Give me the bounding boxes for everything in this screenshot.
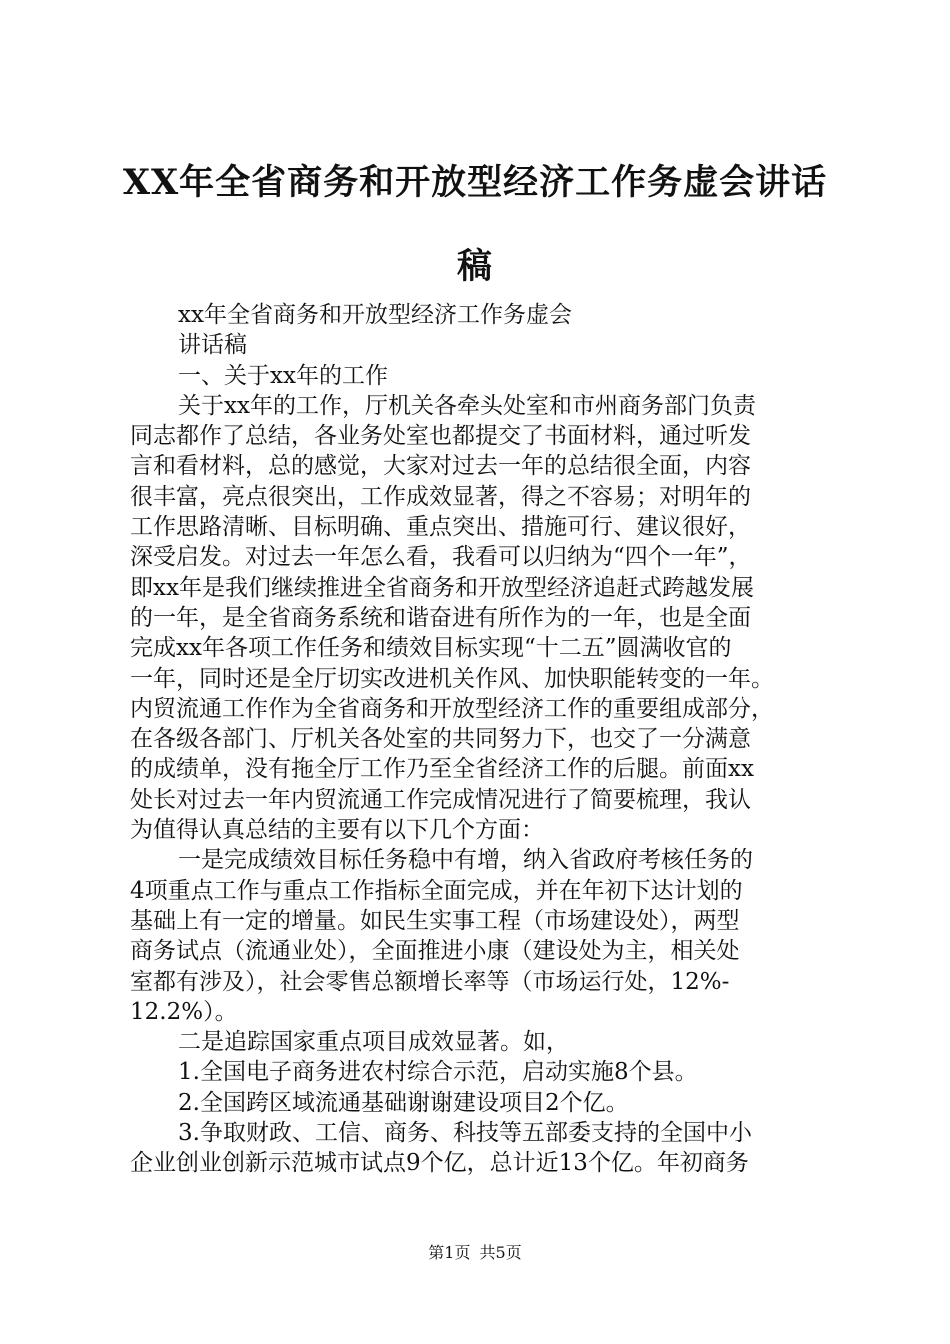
body-line: 在各级各部门、厅机关各处室的共同努力下，也交了一分满意 (130, 726, 751, 753)
body-line: 言和看材料，总的感觉，大家对过去一年的总结很全面，内容 (130, 453, 751, 480)
body-line: 二是追踪国家重点项目成效显著。如， (178, 1029, 569, 1056)
body-line: 室都有涉及），社会零售总额增长率等（市场运行处，12%- (130, 968, 730, 995)
list-item: 1.全国电子商务进农村综合示范，启动实施8个县。 (178, 1059, 698, 1086)
page-footer (0, 1243, 950, 1263)
body-line: 很丰富，亮点很突出，工作成效显著，得之不容易；对明年的 (130, 483, 751, 510)
body-line: 基础上有一定的增量。如民生实事工程（市场建设处），两型 (130, 907, 740, 934)
document-title-line-1: XX年全省商务和开放型经济工作务虚会讲话 (122, 162, 828, 203)
list-item: 2.全国跨区域流通基础谢谢建设项目2个亿。 (178, 1089, 629, 1116)
body-line: 的一年，是全省商务系统和谐奋进有所作为的一年，也是全面 (130, 604, 751, 631)
body-line: 的成绩单，没有拖全厅工作乃至全省经济工作的后腿。前面xx (130, 756, 754, 783)
page-number: 第1页 (428, 1243, 471, 1262)
body-line: 4项重点工作与重点工作指标全面完成，并在年初下达计划的 (130, 877, 743, 904)
body-line: 一是完成绩效目标任务稳中有增，纳入省政府考核任务的 (178, 847, 753, 874)
document-title-line-2: 稿 (456, 246, 493, 287)
body-line: 内贸流通工作作为全省商务和开放型经济工作的重要组成部分， (130, 695, 774, 722)
body-line: 12.2%）。 (130, 998, 238, 1025)
body-line: 完成xx年各项工作任务和绩效目标实现“十二五”圆满收官的 (130, 635, 732, 662)
document-body (130, 300, 840, 1179)
body-line: 一年，同时还是全厅切实改进机关作风、加快职能转变的一年。 (130, 665, 774, 692)
body-line: 处长对过去一年内贸流通工作完成情况进行了简要梳理，我认 (130, 786, 751, 813)
body-line: 为值得认真总结的主要有以下几个方面： (130, 817, 544, 844)
section-heading: 一、关于xx年的工作 (178, 362, 388, 389)
body-line: 讲话稿 (178, 332, 247, 359)
body-line: 同志都作了总结，各业务处室也都提交了书面材料，通过听发 (130, 423, 751, 450)
body-line: 商务试点（流通业处），全面推进小康（建设处为主，相关处 (130, 938, 740, 965)
page-total: 共5页 (479, 1243, 522, 1262)
body-line: 即xx年是我们继续推进全省商务和开放型经济追赶式跨越发展 (130, 574, 754, 601)
body-line: 企业创业创新示范城市试点9个亿，总计近13个亿。年初商务 (130, 1150, 749, 1177)
body-line: 工作思路清晰、目标明确、重点突出、措施可行、建议很好， (130, 514, 751, 541)
body-line: 深受启发。对过去一年怎么看，我看可以归纳为“四个一年”， (130, 544, 752, 571)
body-line: xx年全省商务和开放型经济工作务虚会 (178, 302, 572, 328)
list-item: 3.争取财政、工信、商务、科技等五部委支持的全国中小 (178, 1120, 752, 1147)
body-line: 关于xx年的工作，厅机关各牵头处室和市州商务部门负责 (178, 392, 756, 419)
